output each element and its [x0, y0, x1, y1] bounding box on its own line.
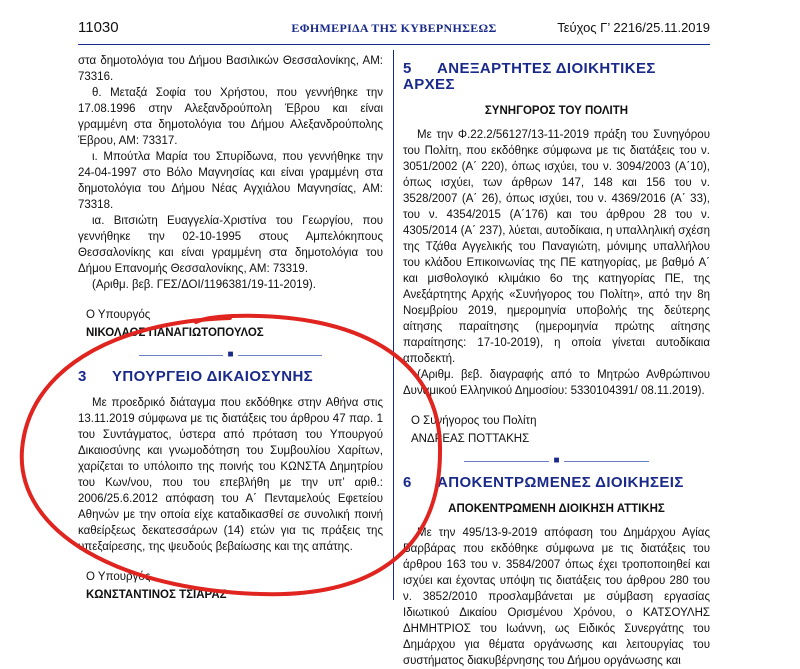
subheading: ΣΥΝΗΓΟΡΟΣ ΤΟΥ ΠΟΛΙΤΗ [484, 105, 629, 117]
issue-number: Τεύχος Γ’ 2216/25.11.2019 [557, 20, 710, 35]
subheading: ΑΠΟΚΕΝΤΡΩΜΕΝΗ ΔΙΟΙΚΗΣΗ ΑΤΤΙΚΗΣ [448, 503, 665, 515]
gazette-title: ΕΦΗΜΕΡΙΔΑ ΤΗΣ ΚΥΒΕΡΝΗΣΕΩΣ [291, 21, 497, 35]
left-column [78, 53, 383, 603]
page-number: 11030 [78, 19, 119, 36]
section-separator [403, 453, 710, 469]
section-title-text: ΑΝΕΞΑΡΤΗΤΕΣ ΔΙΟΙΚΗΤΙΚΕΣ ΑΡΧΕΣ [403, 60, 656, 93]
separator-mark: ■ [549, 455, 563, 466]
signature-role: Ο Υπουργός [86, 571, 151, 583]
section-number: 6 [403, 474, 412, 491]
section-title [403, 475, 710, 491]
paragraph: ια. Βιτσιώτη Ευαγγελία-Χριστίνα του Γεωργίου, που γεννήθηκε την 02-10-1995 στους Αμπελόκηπους Θεσσαλονίκης και είναι γραμμένη στα δημοτολόγια του Δήμου Επανομής Θεσσαλονίκης, ΑΜ: 73319. [78, 215, 383, 275]
signature-name: ΝΙΚΟΛΑΟΣ ΠΑΝΑΓΙΩΤΟΠΟΥΛΟΣ [86, 327, 264, 339]
separator-mark: ■ [223, 349, 237, 360]
section-number: 5 [403, 60, 412, 77]
signature-name: ΑΝΔΡΕΑΣ ΠΟΤΤΑΚΗΣ [411, 433, 530, 445]
signature-name: ΚΩΝΣΤΑΝΤΙΝΟΣ ΤΣΙΑΡΑΣ [86, 589, 227, 601]
reference-line: (Αριθμ. βεβ. διαγραφής από το Μητρώο Ανθρώπινου Δυναμικού Ελληνικού Δημοσίου: 5330104391/ 08.11.2019). [403, 369, 710, 397]
paragraph: Με την 495/13-9-2019 απόφαση του Δημάρχου Αγίας Βαρβάρας που εκδόθηκε σύμφωνα με τις διατάξεις του άρθρου 163 του ν. 3584/2007 όπως έχει τροποποιηθεί και ισχύει και έχοντας υπόψη τις διατάξεις του άρθρου 280 του ν. 3852/2010 προσλαμβάνεται με σύμβαση εργασίας Ιδιωτικού Δικαίου Ορισμένου Χρόνου, ο ΚΑΤΣΟΥΛΗΣ ΔΗΜΗΤΡΙΟΣ του Ιωάννη, ως Ειδικός Συνεργάτης του Δημάρχου για θέματα οργάνωσης και λειτουργίας του συστήματος διακυβέρνησης του Δήμου οργάνωσης και [403, 527, 710, 667]
reference-line: (Αριθμ. βεβ. ΓΕΣ/ΔΟΙ/1196381/19-11-2019). [92, 279, 316, 291]
paragraph: ι. Μπούτλα Μαρία του Σπυρίδωνα, που γεννήθηκε την 24-04-1997 στο Βόλο Μαγνησίας και είναι γραμμένη στα δημοτολόγια του Δήμου Νέας Αγχιάλου Μαγνησίας, ΑΜ: 73318. [78, 151, 383, 211]
paragraph: Με την Φ.22.2/56127/13-11-2019 πράξη του Συνηγόρου του Πολίτη, που εκδόθηκε σύμφωνα με τις διατάξεις του ν. 3051/2002 (Α΄ 220), όπως ισχύει, του ν. 3094/2003 (Α΄10), όπως ισχύει, των άρθρων 147, 148 και 156 του ν. 3528/2007 (Α΄ 26), όπως ισχύει, του ν. 4369/2016 (Α΄ 33), του ν. 4354/2015 (Α΄176) και του άρθρου 28 του ν. 4305/2014 (Α΄ 237), λύεται, αυτοδίκαια, η υπαλληλική σχέση της Τζάθα Αγγελικής του Παναγιώτη, μόνιμης υπαλλήλου του κλάδου Επικοινωνίας της ΠΕ κατηγορίας, με βαθμό Α΄ και μισθολογικό κλιμάκιο 6ο της κατηγορίας ΠΕ, της Ανεξάρτητης Αρχής «Συνήγορος του Πολίτη», από την 8η Νοεμβρίου 2019, ημερομηνία υποβολής της δεύτερης αίτησης παραίτησης (ημερομηνία πρώτης αίτησης παραίτησης: 17-10-2019), η οποία γίνεται αυτοδίκαια αποδεκτή. [403, 129, 710, 365]
page-header [78, 17, 710, 41]
paragraph: θ. Μεταξά Σοφία του Χρήστου, που γεννήθηκε την 17.08.1996 στην Αλεξανδρούπολη Έβρου και είναι γραμμένη στα δημοτολόγια του Δήμου Αλεξανδρούπολης Έβρου, ΑΜ: 73317. [78, 87, 383, 147]
paragraph: στα δημοτολόγια του Δήμου Βασιλικών Θεσσαλονίκης, ΑΜ: 73316. [78, 55, 383, 83]
header-rule [78, 44, 710, 45]
section-separator [78, 347, 383, 363]
section-title-text: ΥΠΟΥΡΓΕΙΟ ΔΙΚΑΙΟΣΥΝΗΣ [112, 368, 314, 385]
signature-role: Ο Υπουργός [86, 309, 151, 321]
right-column [403, 53, 710, 669]
section-title [78, 369, 383, 385]
column-divider [393, 50, 394, 600]
section-title-text: ΑΠΟΚΕΝΤΡΩΜΕΝΕΣ ΔΙΟΙΚΗΣΕΙΣ [437, 474, 684, 491]
section-number: 3 [78, 368, 87, 385]
section-title [403, 61, 710, 93]
decree-paragraph: Με προεδρικό διάταγμα που εκδόθηκε στην Αθήνα στις 13.11.2019 σύμφωνα με τις διατάξεις του άρθρου 47 παρ. 1 του Συντάγματος, ύστερα από πρόταση του Υπουργού Δικαιοσύνης και γνωμοδότηση του Συμβουλίου Χαρίτων, χαρίζεται το υπόλοιπο της ποινής του ΚΩΝΣΤΑ Δημητρίου του Κων/νου, που του επεβλήθη με την υπ’ αριθ.: 2006/25.6.2012 απόφαση του Α΄ Πενταμελούς Εφετείου Αθηνών με την οποία είχε καταδικασθεί σε συνολική ποινή καθείρξεως δεκατεσσάρων (14) ετών για τις πράξεις της υπεξαίρεσης, της ψευδούς βεβαίωσης και της απάτης. [78, 397, 383, 553]
signature-role: Ο Συνήγορος του Πολίτη [411, 415, 537, 427]
